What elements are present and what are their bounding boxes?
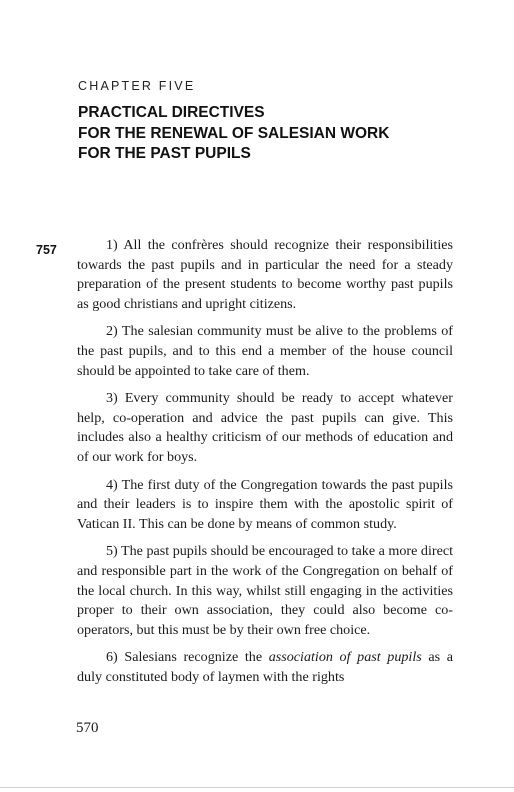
chapter-label: CHAPTER FIVE <box>78 79 196 93</box>
paragraph-5: 5) The past pupils should be encouraged to take a more direct and responsible part in the work of the Congregation on behalf of the local church. In this way, whilst still engaging in the activities proper to their own association, they could also become co-operators, but this must be by their own free choice. <box>77 543 453 638</box>
paragraph-6-end: as a duly constituted body of laymen with the rights <box>77 649 453 685</box>
paragraph-number: 757 <box>36 243 57 257</box>
page-number: 570 <box>76 720 99 736</box>
paragraph-4: 4) The first duty of the Congregation towards the past pupils and their leaders is to inspire them with the apostolic spirit of Vatican II. This can be done by means of common study. <box>77 476 453 532</box>
paragraph-6-emphasis: association of past pupils <box>268 649 422 666</box>
paragraph-6 <box>77 648 453 687</box>
body-text <box>77 236 453 695</box>
chapter-title-line-2: FOR THE RENEWAL OF SALESIAN WORK <box>78 124 390 142</box>
bottom-rule <box>0 787 514 788</box>
paragraph-1: 1) All the confrères should recognize their responsibilities towards the past pupils and in particular the need for a steady preparation of the present students to become worthy past pupils as good christians and upright citizens. <box>77 237 453 312</box>
paragraph-6-start: 6) Salesians recognize the <box>106 649 269 666</box>
chapter-title-line-1: PRACTICAL DIRECTIVES <box>78 104 265 121</box>
paragraph-3: 3) Every community should be ready to accept whatever help, co-operation and advice the past pupils can give. This includes also a healthy criticism of our methods of education and of our work for boys. <box>77 390 453 465</box>
chapter-title <box>78 103 458 165</box>
paragraph-2: 2) The salesian community must be alive to the problems of the past pupils, and to this end a member of the house council should be appointed to take care of them. <box>77 323 453 379</box>
chapter-title-line-3: FOR THE PAST PUPILS <box>78 145 251 162</box>
